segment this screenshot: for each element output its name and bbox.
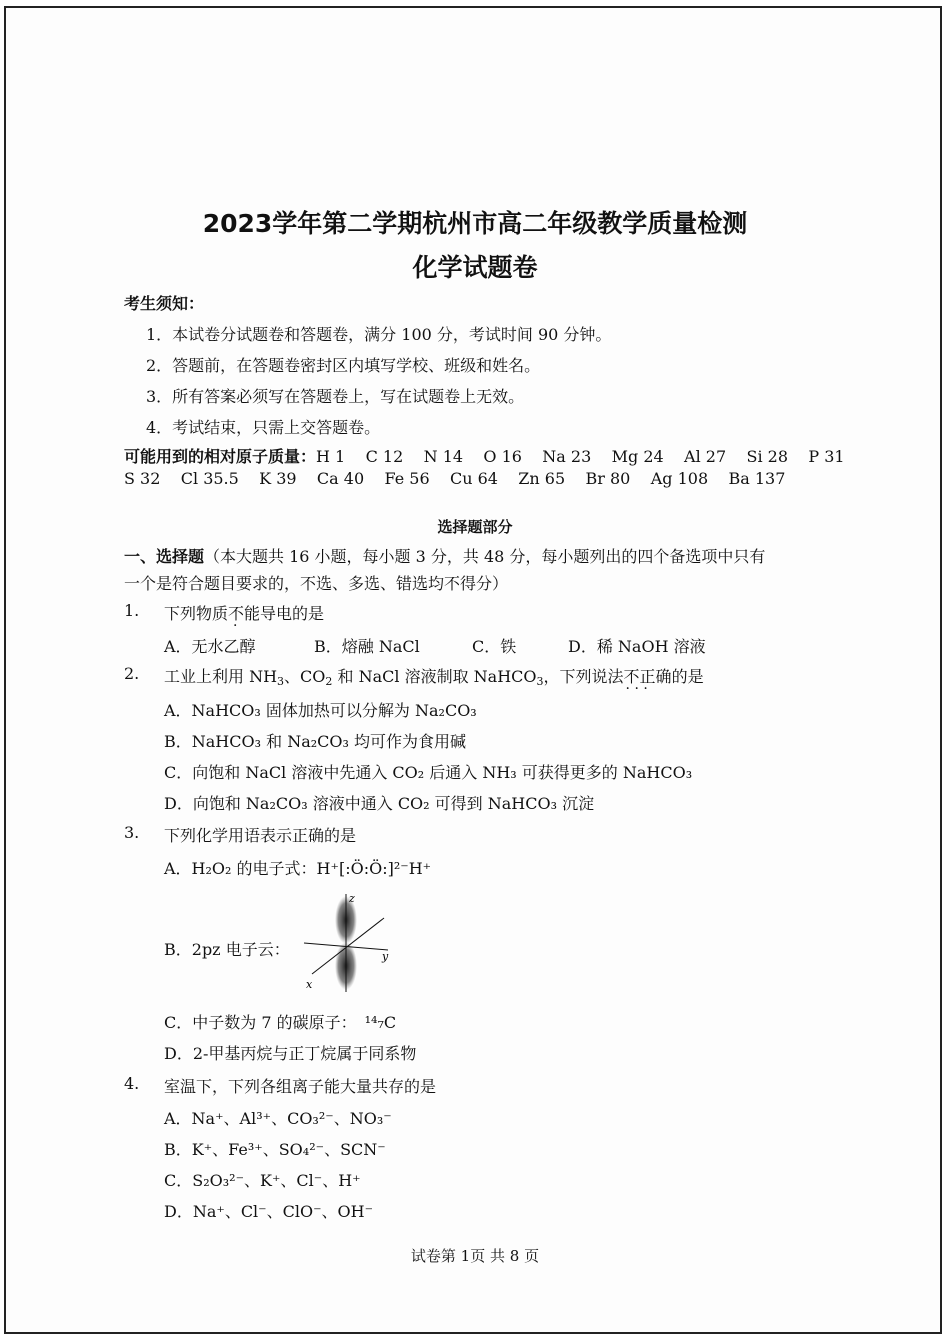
axis-label-z: z bbox=[349, 892, 355, 905]
orbital-2pz-diagram bbox=[296, 890, 406, 995]
q3-option-a-text: A．H₂O₂ 的电子式： bbox=[164, 859, 317, 878]
notice-item-1: 1．本试卷分试题卷和答题卷，满分 100 分，考试时间 90 分钟。 bbox=[146, 325, 612, 344]
q4-option-a: A．Na⁺、Al³⁺、CO₃²⁻、NO₃⁻ bbox=[164, 1109, 392, 1128]
q2-option-a: A．NaHCO₃ 固体加热可以分解为 Na₂CO₃ bbox=[164, 701, 477, 720]
q4-option-c: C．S₂O₃²⁻、K⁺、Cl⁻、H⁺ bbox=[164, 1171, 361, 1190]
section-heading bbox=[124, 544, 765, 567]
q2-stem-emphasis: 不正确 · · · bbox=[624, 667, 672, 686]
q3-option-a-formula: H⁺[:Ö:Ö:]²⁻H⁺ bbox=[316, 859, 432, 878]
q2-option-b: B．NaHCO₃ 和 Na₂CO₃ 均可作为食用碱 bbox=[164, 732, 467, 751]
q2-option-c: C．向饱和 NaCl 溶液中先通入 CO₂ 后通入 NH₃ 可获得更多的 NaHCO₃ bbox=[164, 763, 693, 782]
q2-number: 2. bbox=[124, 664, 140, 683]
q2-stem-b: 、CO bbox=[284, 667, 326, 686]
notice-item-4: 4．考试结束，只需上交答题卷。 bbox=[146, 418, 381, 437]
q1-stem bbox=[164, 601, 324, 624]
q1-number: 1. bbox=[124, 601, 140, 620]
q4-stem: 室温下，下列各组离子能大量共存的是 bbox=[164, 1077, 437, 1096]
q1-stem-emphasis: 不 bbox=[228, 604, 245, 623]
q2-option-d: D．向饱和 Na₂CO₃ 溶液中通入 CO₂ 可得到 NaHCO₃ 沉淀 bbox=[164, 794, 595, 813]
q2-stem-e: 的是 bbox=[671, 667, 704, 686]
q1-stem-b: 能导电的是 bbox=[244, 604, 325, 623]
q1-option-b: B．熔融 NaCl bbox=[314, 637, 420, 656]
q4-number: 4. bbox=[124, 1074, 140, 1093]
q1-option-d: D．稀 NaOH 溶液 bbox=[568, 637, 706, 656]
q2-stem-d: ，下列说法 bbox=[543, 667, 624, 686]
atomic-mass-values-1: H 1 C 12 N 14 O 16 Na 23 Mg 24 Al 27 Si 28 P 31 bbox=[316, 447, 845, 466]
section-title: 选择题部分 bbox=[437, 518, 513, 536]
atomic-mass-line-2: S 32 Cl 35.5 K 39 Ca 40 Fe 56 Cu 64 Zn 65 Br 80 Ag 108 Ba 137 bbox=[124, 469, 786, 488]
q3-number: 3. bbox=[124, 823, 140, 842]
exam-subtitle: 化学试题卷 bbox=[412, 253, 538, 282]
notice-item-3: 3．所有答案必须写在答题卷上，写在试题卷上无效。 bbox=[146, 387, 525, 406]
q1-stem-a: 下列物质 bbox=[164, 604, 229, 623]
exam-title: 2023学年第二学期杭州市高二年级教学质量检测 bbox=[202, 209, 748, 238]
q3-stem: 下列化学用语表示正确的是 bbox=[164, 826, 357, 845]
q3-option-a bbox=[164, 856, 431, 879]
notice-heading: 考生须知： bbox=[124, 294, 205, 313]
page-footer: 试卷第 1页 共 8 页 bbox=[410, 1247, 540, 1265]
axis-label-x: x bbox=[306, 978, 313, 991]
q2-stem-a: 工业上利用 NH bbox=[164, 667, 278, 686]
q2-stem: 工业上利用 $NH_3$、$CO_2$ 和 NaCl 溶液制取 NaHCO$_3$，下列说法不正确 · · ·的是 bbox=[164, 664, 704, 687]
q4-option-d: D．Na⁺、Cl⁻、ClO⁻、OH⁻ bbox=[164, 1202, 374, 1221]
axis-label-y: y bbox=[382, 950, 389, 963]
section-heading-bold: 一、选择题 bbox=[124, 547, 205, 566]
q3-option-c bbox=[164, 1010, 396, 1033]
q2-stem-c: 和 NaCl 溶液制取 NaHCO bbox=[332, 667, 537, 686]
q1-option-a: A．无水乙醇 bbox=[164, 637, 256, 656]
q3-option-c-formula: ¹⁴₇C bbox=[364, 1013, 397, 1032]
section-heading-rest: （本大题共 16 小题，每小题 3 分，共 48 分，每小题列出的四个备选项中只有 bbox=[204, 547, 766, 566]
atomic-mass-label: 可能用到的相对原子质量： bbox=[124, 447, 317, 466]
q4-option-b: B．K⁺、Fe³⁺、SO₄²⁻、SCN⁻ bbox=[164, 1140, 386, 1159]
exam-page bbox=[4, 6, 942, 1334]
notice-item-2: 2．答题前，在答题卷密封区内填写学校、班级和姓名。 bbox=[146, 356, 541, 375]
section-heading-line2: 一个是符合题目要求的，不选、多选、错选均不得分） bbox=[124, 574, 509, 593]
q3-option-b: B．2pz 电子云： bbox=[164, 940, 290, 959]
q3-option-c-text: C．中子数为 7 的碳原子： bbox=[164, 1013, 357, 1032]
q1-option-c: C．铁 bbox=[472, 637, 517, 656]
atomic-mass-line-1 bbox=[124, 444, 845, 467]
q3-option-d: D．2-甲基丙烷与正丁烷属于同系物 bbox=[164, 1044, 417, 1063]
